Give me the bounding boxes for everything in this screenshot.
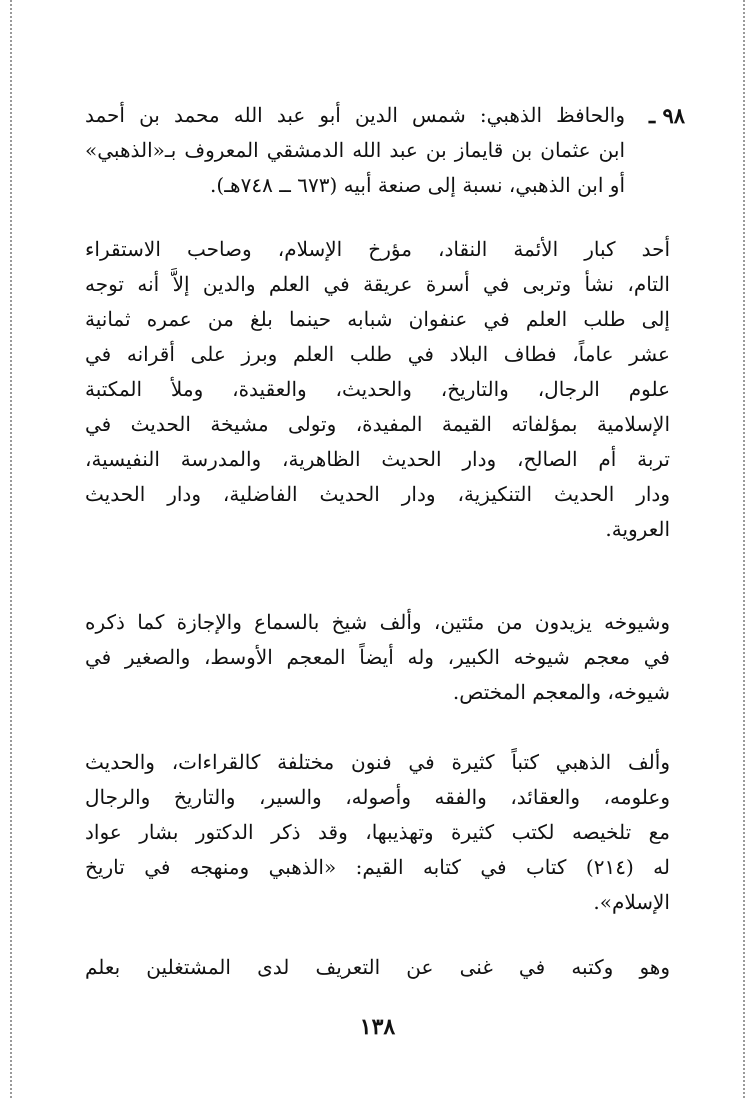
text-line: الإسلامية بمؤلفاته القيمة المفيدة، وتولى مشيخة الحديث في: [85, 412, 670, 436]
paragraph: [85, 745, 670, 920]
text-line: في معجم شيوخه الكبير، وله أيضاً المعجم الأوسط، والصغير في: [85, 645, 670, 669]
paragraph: [85, 605, 670, 710]
paragraph: [85, 950, 670, 985]
text-line: العروية.: [605, 517, 670, 541]
text-line: له (٢١٤) كتاب في كتابه القيم: «الذهبي ومنهجه في تاريخ: [85, 855, 670, 879]
text-line: أحد كبار الأئمة النقاد، مؤرخ الإسلام، وصاحب الاستقراء: [85, 237, 670, 261]
page-number: ١٣٨: [359, 1014, 396, 1040]
text-line: وألف الذهبي كتباً كثيرة في فنون مختلفة كالقراءات، والحديث: [85, 750, 670, 774]
text-line: تربة أم الصالح، ودار الحديث الظاهرية، والمدرسة النفيسية،: [85, 447, 670, 471]
text-line: التام، نشأ وتربى في أسرة عريقة في العلم والدين إلاَّ أنه توجه: [85, 272, 670, 296]
scan-edge-left: [10, 0, 12, 1098]
entry-heading-block: [85, 98, 625, 203]
text-line: والحافظ الذهبي: شمس الدين أبو عبد الله محمد بن أحمد: [85, 103, 625, 127]
text-line: وعلومه، والعقائد، والفقه وأصوله، والسير، والتاريخ والرجال: [85, 785, 670, 809]
entry-number: ٩٨ ـ: [648, 103, 685, 128]
text-line: إلى طلب العلم في عنفوان شبابه حينما بلغ من عمره ثمانية: [85, 307, 670, 331]
text-line: وشيوخه يزيدون من مئتين، وألف شيخ بالسماع والإجازة كما ذكره: [85, 610, 670, 634]
text-line: ودار الحديث التنكيزية، ودار الحديث الفاضلية، ودار الحديث: [85, 482, 670, 506]
text-line: مع تلخيصه لكتب كثيرة وتهذيبها، وقد ذكر الدكتور بشار عواد: [85, 820, 670, 844]
text-line: شيوخه، والمعجم المختص.: [452, 680, 670, 704]
scan-edge-right: [743, 0, 745, 1098]
text-line: علوم الرجال، والتاريخ، والحديث، والعقيدة، وملأ المكتبة: [85, 377, 670, 401]
text-line: الإسلام».: [593, 890, 670, 914]
paragraph: [85, 232, 670, 547]
text-line: عشر عاماً، فطاف البلاد في طلب العلم وبرز على أقرانه في: [85, 342, 670, 366]
text-line: ابن عثمان بن قايماز بن عبد الله الدمشقي المعروف بـ«الذهبي»: [85, 138, 625, 162]
text-line: أو ابن الذهبي، نسبة إلى صنعة أبيه (٦٧٣ ــ ٧٤٨هـ).: [210, 173, 625, 197]
text-line: وهو وكتبه في غنى عن التعريف لدى المشتغلين بعلم: [85, 955, 670, 979]
